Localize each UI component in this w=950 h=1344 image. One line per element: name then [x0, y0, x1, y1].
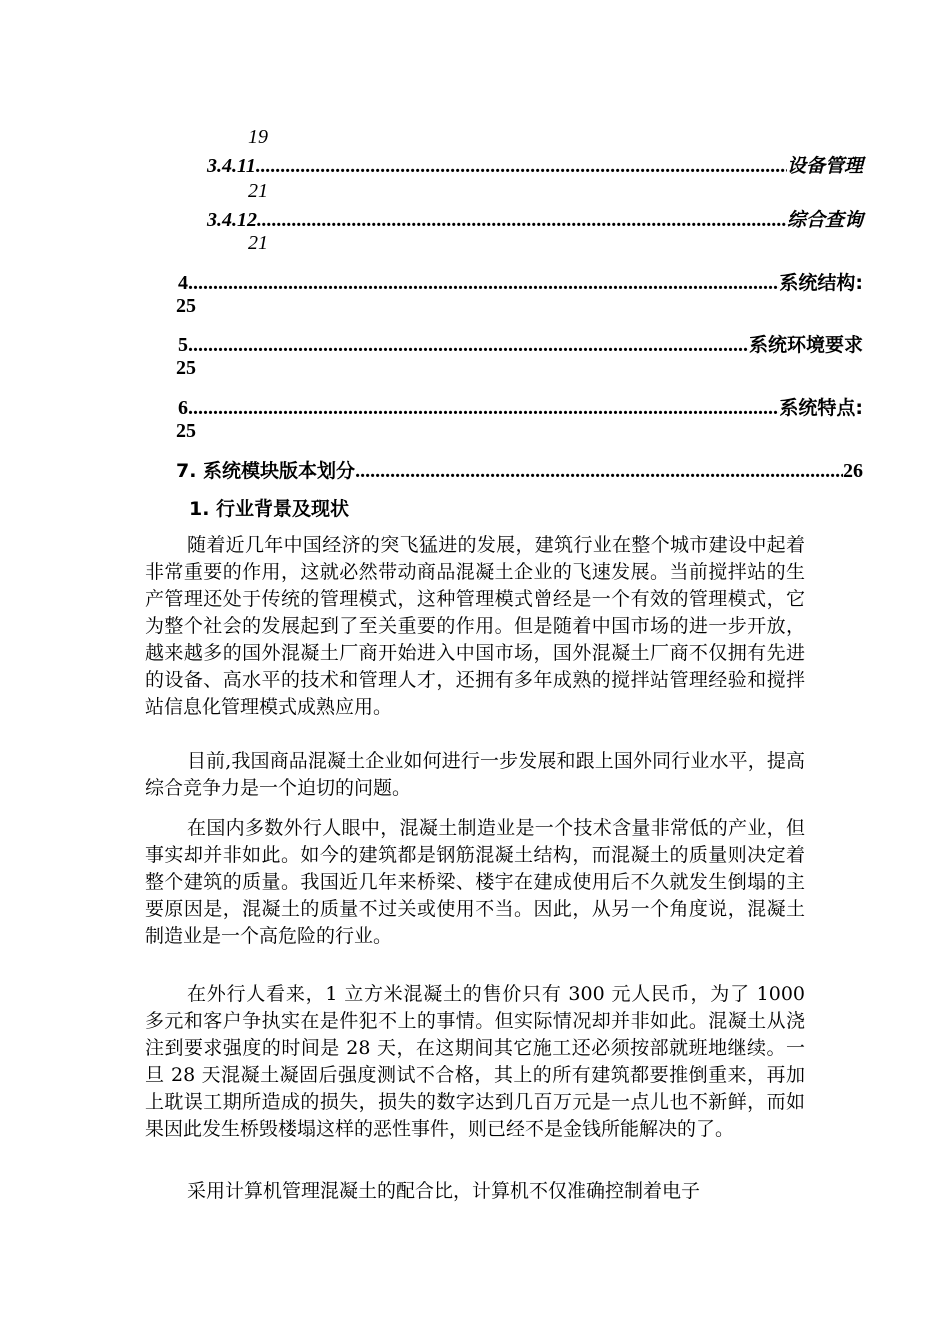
- toc-entry-title: 系统结构:: [779, 272, 863, 294]
- toc-entry-7[interactable]: [176, 456, 863, 483]
- toc-entry-number: 3.4.12: [207, 209, 257, 231]
- toc-page-number: 25: [176, 295, 196, 317]
- toc-page-number: 25: [176, 357, 196, 379]
- toc-page-number: 21: [248, 180, 268, 202]
- toc-entry-3-4-12[interactable]: [207, 205, 863, 232]
- toc-entry-number: 3.4.11: [207, 155, 256, 177]
- toc-entry-6[interactable]: [178, 393, 863, 420]
- toc-entry-3-4-11[interactable]: [207, 151, 863, 178]
- toc-entry-number: 5: [178, 334, 188, 356]
- toc-entry-number: 4: [178, 272, 188, 294]
- body-paragraph-2: 目前,我国商品混凝土企业如何进行一步发展和跟上国外同行业水平，提高综合竞争力是一个迫切的问题。: [145, 750, 805, 799]
- body-paragraph-1: 随着近几年中国经济的突飞猛进的发展，建筑行业在整个城市建设中起着非常重要的作用，这就必然带动商品混凝土企业的飞速发展。当前搅拌站的生产管理还处于传统的管理模式，这种管理模式曾经是一个有效的管理模式，它为整个社会的发展起到了至关重要的作用。但是随着中国市场的进一步开放，越来越多的国外混凝土厂商开始进入中国市场，国外混凝土厂商不仅拥有先进的设备、高水平的技术和管理人才，还拥有多年成熟的搅拌站管理经验和搅拌站信息化管理模式成熟应用。: [145, 534, 805, 718]
- toc-entry-5[interactable]: [178, 330, 863, 357]
- section-heading: 1. 行业背景及现状: [189, 498, 350, 520]
- toc-entry-title: 综合查询: [786, 209, 863, 231]
- body-paragraph-4: 在外行人看来，1 立方米混凝土的售价只有 300 元人民币，为了 1000 多元和客户争执实在是件犯不上的事情。但实际情况却并非如此。混凝土从浇注到要求强度的时间是 28 天，在这期间其它施工还必须按部就班地继续。一旦 28 天混凝土凝固后强度测试不合格，其上的所有建筑都要推倒重来，再加上耽误工期所造成的损失，损失的数字达到几百万元是一点儿也不新鲜，而如果因此发生桥毁楼塌这样的恶性事件，则已经不是金钱所能解决的了。: [145, 983, 805, 1140]
- body-paragraph-5: 采用计算机管理混凝土的配合比，计算机不仅准确控制着电子: [187, 1180, 701, 1202]
- toc-entry-title: 7. 系统模块版本划分: [176, 460, 356, 482]
- toc-page-number: 26: [843, 460, 863, 482]
- toc-entry-4[interactable]: [178, 268, 863, 295]
- toc-entry-number: 6: [178, 397, 188, 419]
- toc-page-number: 21: [248, 232, 268, 254]
- toc-page-number: 19: [248, 126, 268, 148]
- toc-leader-dots: [355, 460, 843, 483]
- toc-entry-title: 系统特点:: [779, 397, 863, 419]
- toc-leader-dots: [188, 272, 779, 295]
- toc-entry-title: 系统环境要求: [748, 334, 863, 356]
- body-paragraph-3: 在国内多数外行人眼中，混凝土制造业是一个技术含量非常低的产业，但事实却并非如此。如今的建筑都是钢筋混凝土结构，而混凝土的质量则决定着整个建筑的质量。我国近几年来桥梁、楼宇在建成使用后不久就发生倒塌的主要原因是，混凝土的质量不过关或使用不当。因此，从另一个角度说，混凝土制造业是一个高危险的行业。: [145, 817, 805, 947]
- toc-page-number: 25: [176, 420, 196, 442]
- toc-entry-title: 设备管理: [786, 155, 863, 177]
- toc-leader-dots: [256, 155, 787, 178]
- toc-leader-dots: [188, 397, 779, 420]
- toc-leader-dots: [188, 334, 749, 357]
- toc-leader-dots: [257, 209, 787, 232]
